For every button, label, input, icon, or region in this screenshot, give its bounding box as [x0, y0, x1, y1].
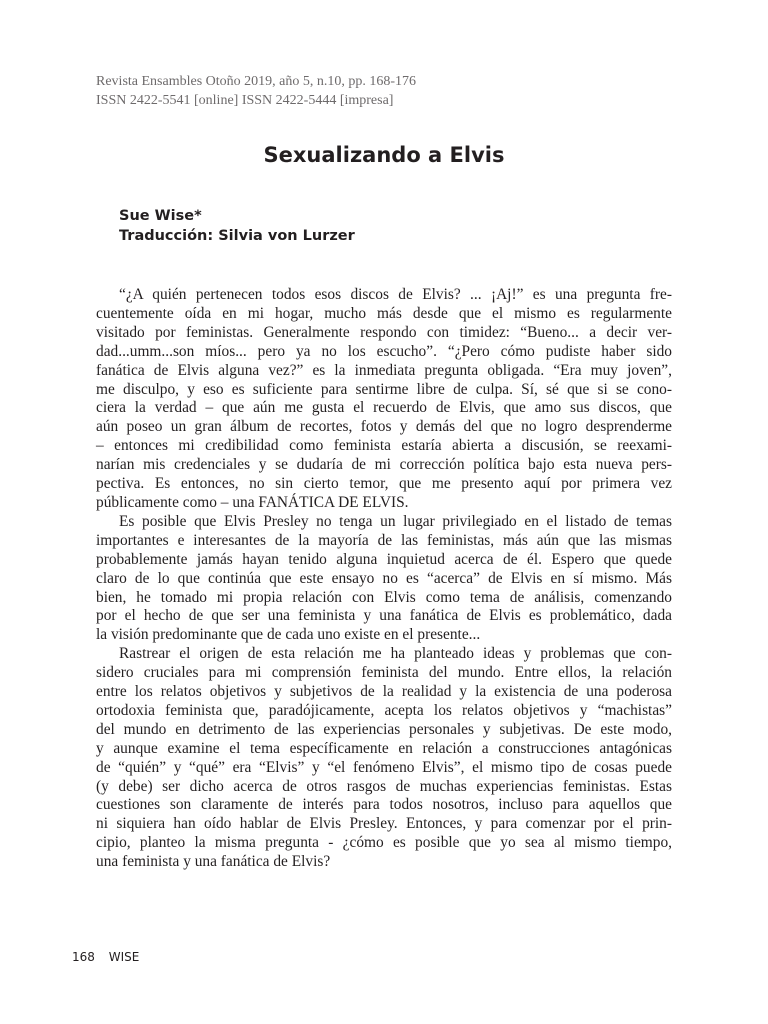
- text-line: entre los relatos objetivos y subjetivos de la realidad y la existencia de una poderosa: [96, 683, 672, 701]
- text-line: Rastrear el origen de esta relación me ha planteado ideas y problemas que con-: [119, 645, 672, 663]
- body-paragraph: [96, 645, 672, 872]
- text-line: importantes e interesantes de la mayoría de las feministas, más aún que las mismas: [96, 531, 672, 549]
- text-line: por el hecho de que ser una feminista y una fanática de Elvis es problemático, dada: [96, 607, 672, 625]
- text-line: del mundo en detrimento de las experiencias personales y subjetivas. De este modo,: [96, 720, 672, 738]
- text-line: aún poseo un gran álbum de recortes, fotos y demás del que no logro desprenderme: [96, 418, 672, 436]
- running-head: WISE: [108, 950, 140, 964]
- text-line: una feminista y una fanática de Elvis?: [96, 853, 331, 871]
- body-paragraph: [96, 286, 672, 513]
- text-line: dad...umm...son míos... pero ya no los escucho”. “¿Pero cómo pudiste haber sido: [96, 342, 672, 360]
- text-line: cipio, planteo la misma pregunta - ¿cómo es posible que yo sea al mismo tiempo,: [96, 834, 672, 852]
- text-line: sidero cruciales para mi comprensión feminista del mundo. Entre ellos, la relación: [96, 664, 672, 682]
- text-line: ni siquiera han oído hablar de Elvis Presley. Entonces, y para comenzar por el prin-: [96, 815, 672, 833]
- text-line: visitado por feministas. Generalmente respondo con timidez: “Bueno... a decir ver-: [96, 323, 672, 341]
- page-number: 168: [72, 950, 95, 964]
- text-line: fanática de Elvis alguna vez?” es la inmediata pregunta obligada. “Era muy joven”,: [96, 361, 672, 379]
- text-line: probablemente jamás hayan tenido alguna inquietud acerca de él. Espero que quede: [96, 550, 672, 568]
- text-line: cuestiones son claramente de interés para todos nosotros, incluso para aquellos que: [96, 796, 672, 814]
- text-line: cuentemente oída en mi hogar, mucho más desde que el mismo es regularmente: [96, 304, 672, 322]
- journal-citation: Revista Ensambles Otoño 2019, año 5, n.10, pp. 168-176: [96, 74, 417, 89]
- text-line: la visión predominante que de cada uno existe en el presente...: [96, 626, 481, 644]
- text-line: pectiva. Es entonces, no sin cierto temor, que me presento aquí por primera vez: [96, 475, 672, 493]
- journal-header: [96, 72, 696, 110]
- body-paragraph: [96, 513, 672, 645]
- article-body: [96, 286, 672, 872]
- text-line: – entonces mi credibilidad como feminista estaría abierta a discusión, se reexami-: [96, 437, 672, 455]
- text-line: ortodoxia feminista que, paradójicamente, acepta los relatos objetivos y “machistas”: [96, 701, 672, 719]
- text-line: “¿A quién pertenecen todos esos discos de Elvis? ... ¡Aj!” es una pregunta fre-: [119, 286, 672, 303]
- page-footer: [72, 950, 139, 964]
- text-line: de “quién” y “qué” era “Elvis” y “el fenómeno Elvis”, el mismo tipo de cosas puede: [96, 758, 672, 776]
- author-block: [119, 206, 355, 246]
- text-line: y aunque examine el tema específicamente en relación a construcciones antagónicas: [96, 739, 672, 757]
- text-line: me disculpo, y eso es suficiente para sentirme libre de culpa. Sí, sé que si se cono-: [96, 380, 672, 398]
- text-line: narían mis credenciales y se dudaría de mi corrección política bajo esta nueva pers-: [96, 456, 672, 474]
- text-line: ciera la verdad – que aún me gusta el recuerdo de Elvis, que amo sus discos, que: [96, 399, 672, 417]
- issn-line: ISSN 2422-5541 [online] ISSN 2422-5444 [impresa]: [96, 93, 394, 108]
- text-line: bien, he tomado mi propia relación con Elvis como tema de análisis, comenzando: [96, 588, 672, 606]
- text-line: Es posible que Elvis Presley no tenga un lugar privilegiado en el listado de temas: [119, 512, 672, 530]
- text-line: públicamente como – una FANÁTICA DE ELVIS.: [96, 493, 409, 511]
- text-line: claro de lo que continúa que este ensayo no es “acerca” de Elvis en sí mismo. Más: [96, 569, 672, 587]
- author-name: Sue Wise*: [119, 208, 202, 224]
- translator-credit: Traducción: Silvia von Lurzer: [119, 228, 355, 244]
- text-line: (y debe) ser dicho acerca de otros rasgos de muchas experiencias feministas. Estas: [96, 777, 672, 795]
- article-title: Sexualizando a Elvis: [263, 143, 505, 167]
